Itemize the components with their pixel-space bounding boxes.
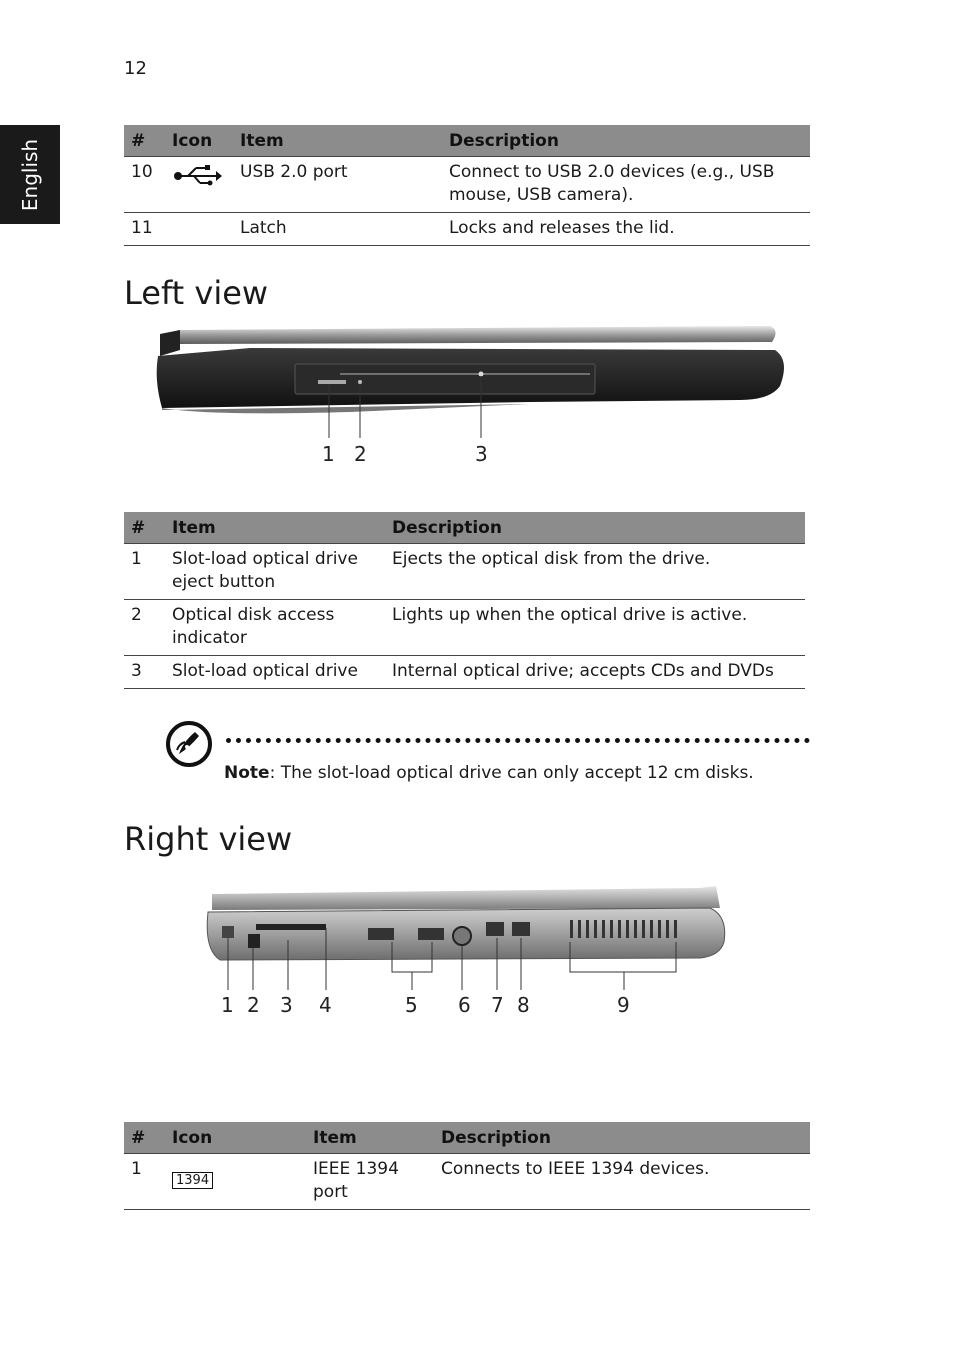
col-header-description: Description [434,1122,810,1154]
right-callout-9: 9 [617,993,630,1017]
language-tab-label: English [18,138,42,211]
row-number: 3 [124,656,165,689]
table-header-row [124,512,805,544]
row-icon-cell [165,213,233,246]
right-callout-1: 1 [221,993,234,1017]
col-header-num: # [124,125,165,157]
right-view-title: Right view [124,820,293,858]
col-header-num: # [124,1122,165,1154]
usb-icon [172,163,222,189]
col-header-item: Item [306,1122,434,1154]
row-description: Connects to IEEE 1394 devices. [434,1154,810,1210]
col-header-item: Item [233,125,442,157]
table-row [124,544,805,600]
top-spec-table [124,125,810,246]
table-row [124,1154,810,1210]
row-item: Slot-load optical drive [165,656,385,689]
col-header-item: Item [165,512,385,544]
col-header-description: Description [385,512,805,544]
note-divider [226,738,810,743]
row-item: Optical disk access indicator [165,600,385,656]
right-callout-4: 4 [319,993,332,1017]
right-callout-6: 6 [458,993,471,1017]
right-view-figure [200,880,740,1020]
table-row [124,213,810,246]
table-row [124,600,805,656]
right-callout-7: 7 [491,993,504,1017]
col-header-icon: Icon [165,1122,306,1154]
row-item: Slot-load optical drive eject button [165,544,385,600]
row-description: Connect to USB 2.0 devices (e.g., USB mouse, USB camera). [442,157,810,213]
ieee1394-icon: 1394 [172,1172,213,1189]
row-description: Ejects the optical disk from the drive. [385,544,805,600]
row-icon-cell [165,1154,306,1210]
row-number: 2 [124,600,165,656]
note-label: Note [224,763,270,783]
row-description: Internal optical drive; accepts CDs and DVDs [385,656,805,689]
row-number: 1 [124,544,165,600]
right-callout-3: 3 [280,993,293,1017]
row-icon-cell [165,157,233,213]
table-header-row [124,1122,810,1154]
right-callout-8: 8 [517,993,530,1017]
left-view-figure [150,320,800,470]
note-body: : The slot-load optical drive can only accept 12 cm disks. [269,763,754,783]
row-number: 10 [124,157,165,213]
note-pen-icon [165,720,213,768]
left-callout-1: 1 [322,442,335,466]
row-number: 11 [124,213,165,246]
col-header-num: # [124,512,165,544]
right-callout-2: 2 [247,993,260,1017]
col-header-description: Description [442,125,810,157]
right-callout-5: 5 [405,993,418,1017]
row-description: Locks and releases the lid. [442,213,810,246]
row-item: IEEE 1394 port [306,1154,434,1210]
row-number: 1 [124,1154,165,1210]
row-item: Latch [233,213,442,246]
right-view-table [124,1122,810,1210]
left-view-title: Left view [124,274,269,312]
language-tab [0,125,60,224]
left-view-table [124,512,805,689]
table-header-row [124,125,810,157]
row-item: USB 2.0 port [233,157,442,213]
left-callout-3: 3 [475,442,488,466]
left-callout-2: 2 [354,442,367,466]
row-description: Lights up when the optical drive is active. [385,600,805,656]
col-header-icon: Icon [165,125,233,157]
table-row [124,157,810,213]
page-number: 12 [124,58,147,79]
note-text [224,763,754,783]
table-row [124,656,805,689]
